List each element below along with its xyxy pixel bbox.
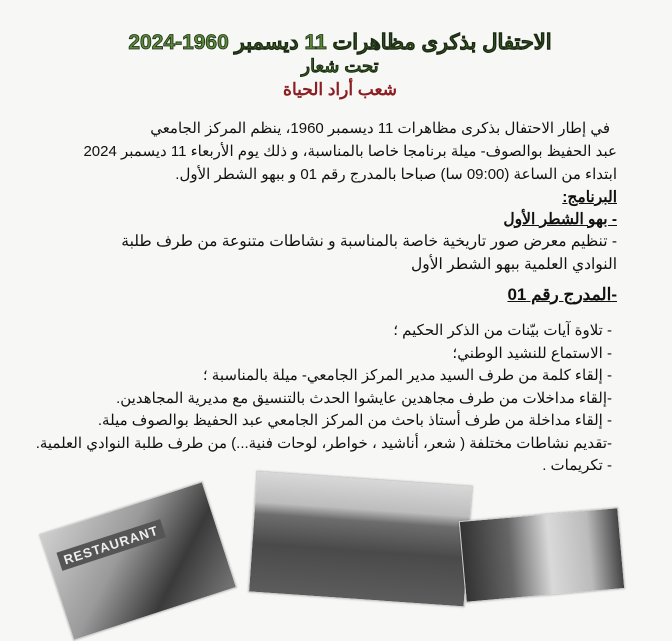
section2-item: - إلقاء مداخلة من طرف أستاذ باحث من المركز الجامعي عبد الحفيظ بوالصوف ميلة. [97, 412, 612, 429]
intro-line-2: عبد الحفيظ بوالصوف- ميلة برنامجا خاصا بالمناسبة، و ذلك يوم الأربعاء 11 ديسمبر 2024 [83, 143, 617, 160]
historic-photo-crowd [248, 471, 473, 608]
section1-item: النوادي العلمية ببهو الشطر الأول [410, 256, 617, 273]
document-subtitle: تحت شعار [301, 56, 379, 76]
section2-item: - الاستماع للنشيد الوطني؛ [452, 345, 612, 362]
document-slogan: شعب أراد الحياة [283, 80, 397, 99]
restaurant-sign: RESTAURANT [56, 519, 165, 571]
section1-item: - تنظيم معرض صور تاريخية خاصة بالمناسبة و نشاطات متنوعة من طرف طلبة [121, 233, 617, 250]
section2-item: - تلاوة آيات بيّنات من الذكر الحكيم ؛ [393, 322, 612, 339]
document-title: الاحتفال بذكرى مظاهرات 11 ديسمبر 1960-2024 [128, 31, 552, 54]
section2-heading: -المدرج رقم 01 [507, 285, 617, 304]
section2-item: - إلقاء كلمة من طرف السيد مدير المركز الجامعي- ميلة بالمناسبة ؛ [202, 367, 612, 384]
intro-line-3: ابتداء من الساعة (09:00 سا) صباحا بالمدرج رقم 01 و ببهو الشطر الأول. [175, 166, 617, 183]
section2-item: - تكريمات . [542, 457, 612, 474]
section1-heading: - بهو الشطر الأول [503, 211, 617, 228]
intro-line-1: في إطار الاحتفال بذكرى مظاهرات 11 ديسمبر 1960، ينظم المركز الجامعي [150, 120, 610, 137]
section2-item: -إلقاء مداخلات من طرف مجاهدين عايشوا الحدث بالتنسيق مع مديرية المجاهدين. [116, 390, 612, 407]
section2-item: -تقديم نشاطات مختلفة ( شعر، أناشيد ، خواطر، لوحات فنية...) من طرف طلبة النوادي العلمية. [35, 435, 612, 452]
historic-photo-restaurant [39, 481, 237, 641]
historic-photo-street [459, 507, 626, 603]
program-heading: البرنامج: [562, 189, 617, 206]
